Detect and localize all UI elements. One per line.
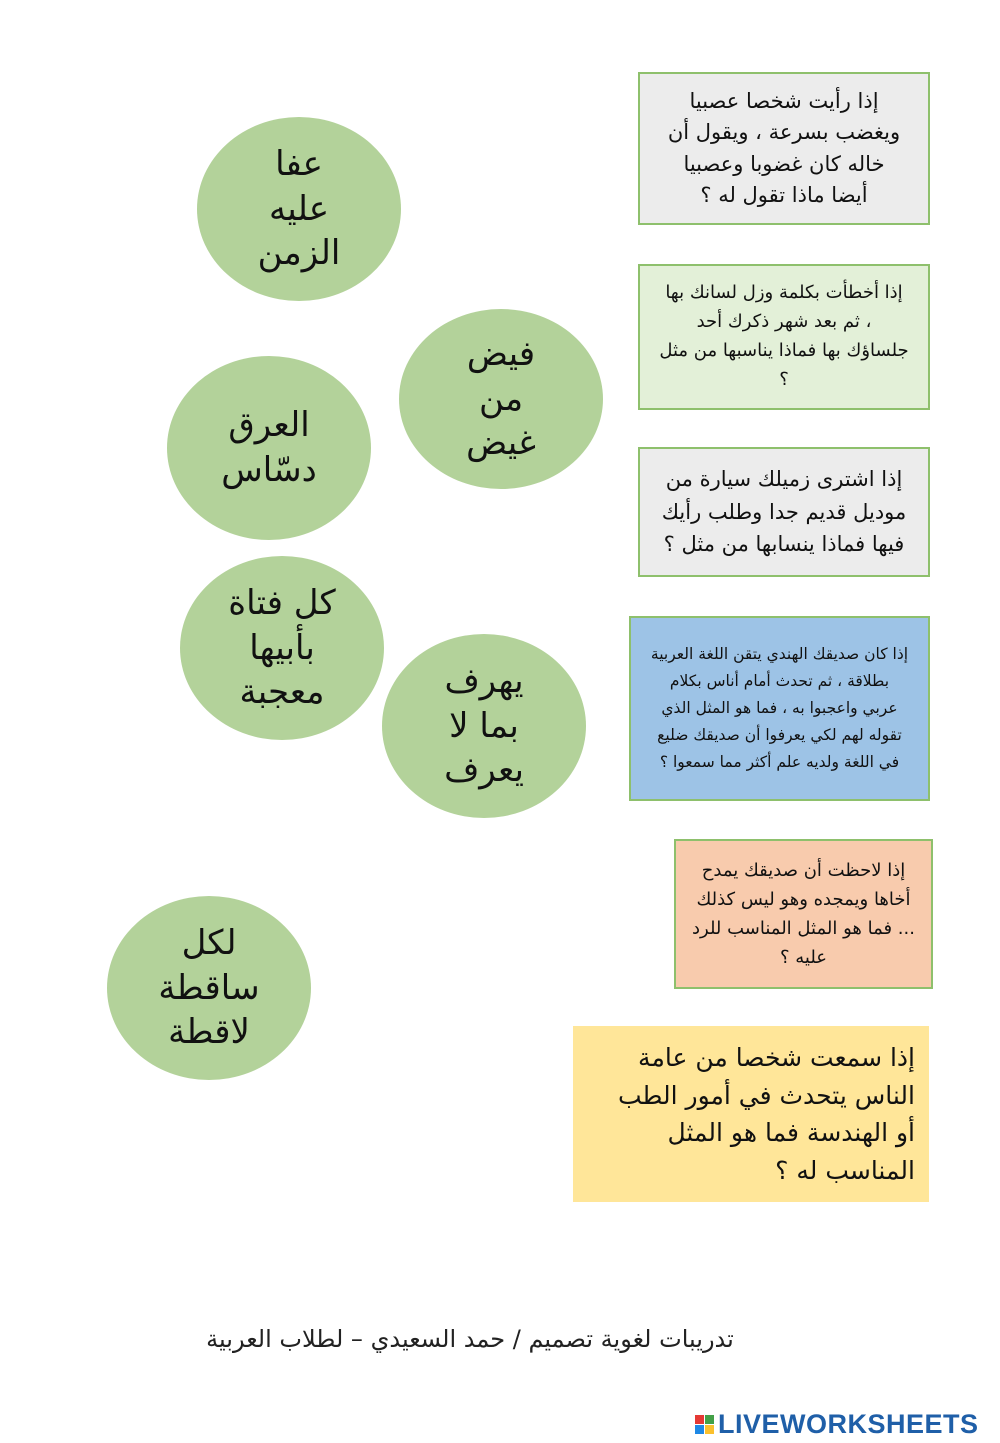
question-box-5[interactable] [674,839,933,989]
answer-line: معجبة [239,672,325,713]
question-text: إذا سمعت شخصا من عامة الناس يتحدث في أمور الطب أو الهندسة فما هو المثل المناسب له ؟ [617,1043,915,1185]
question-box-6[interactable] [573,1026,929,1202]
mark-square [705,1415,714,1424]
answer-line: غيض [466,423,536,464]
question-box-2[interactable] [638,264,930,410]
answer-line: يهرف [444,660,524,701]
question-text: إذا كان صديقك الهندي يتقن اللغة العربية بطلاقة ، ثم تحدث أمام أناس بكلام عربي واعجبوا به ، فما هو المثل الذي تقوله لهم لكي يعرفوا أن صديقك ضليع في اللغة ولديه علم أكثر مما سمعوا ؟ [650,644,909,772]
answer-line: العرق [228,405,310,446]
liveworksheets-wordmark: LIVEWORKSHEETS [718,1408,979,1439]
mark-square [695,1425,704,1434]
answer-circle-kul-fatat-biabiha-mujaba[interactable] [180,556,384,740]
liveworksheets-mark-icon [695,1415,714,1434]
liveworksheets-logo [695,1408,979,1440]
answer-circle-yahrif-bima-la-yarif[interactable] [382,634,586,818]
question-box-4[interactable] [629,616,930,801]
answer-circle-likul-saqita-laqita[interactable] [107,896,311,1080]
question-text: إذا لاحظت أن صديقك يمدح أخاها ويمجده وهو ليس كذلك ... فما هو المثل المناسب للرد عليه ؟ [692,859,915,969]
answer-line: فيض [466,333,536,374]
question-text: إذا اشترى زميلك سيارة من موديل قديم جدا وطلب رأيك فيها فماذا ينسابها من مثل ؟ [661,467,907,557]
answer-line: الزمن [257,233,341,274]
question-box-3[interactable] [638,447,930,577]
answer-line: من [478,378,524,419]
credit-footer: تدريبات لغوية تصميم / حمد السعيدي – لطلاب العربية [206,1325,734,1353]
answer-line: لكل [181,922,237,963]
mark-square [705,1425,714,1434]
answer-line: عفا [275,143,323,184]
answer-line: لاقطة [168,1012,250,1053]
answer-line: عليه [268,188,330,229]
answer-line: ساقطة [158,967,260,1008]
answer-circle-fayd-min-ghayd[interactable] [399,309,603,489]
question-text: إذا أخطأت بكلمة وزل لسانك بها ، ثم بعد شهر ذكرك أحد جلساؤك بها فماذا يناسبها من مثل ؟ [659,282,909,390]
answer-line: يعرف [444,750,524,791]
answer-line: بما لا [449,705,519,746]
answer-line: كل فتاة [228,582,336,623]
question-box-1[interactable] [638,72,930,225]
mark-square [695,1415,704,1424]
answer-line: بأبيها [249,627,315,668]
answer-circle-alirq-dassas[interactable] [167,356,371,540]
answer-line: دسّاس [221,450,317,490]
question-text: إذا رأيت شخصا عصبيا ويغضب بسرعة ، ويقول أن خاله كان غضوبا وعصبيا أيضا ماذا تقول له ؟ [667,88,901,207]
answer-circle-afa-alayhi-alzaman[interactable] [197,117,401,301]
